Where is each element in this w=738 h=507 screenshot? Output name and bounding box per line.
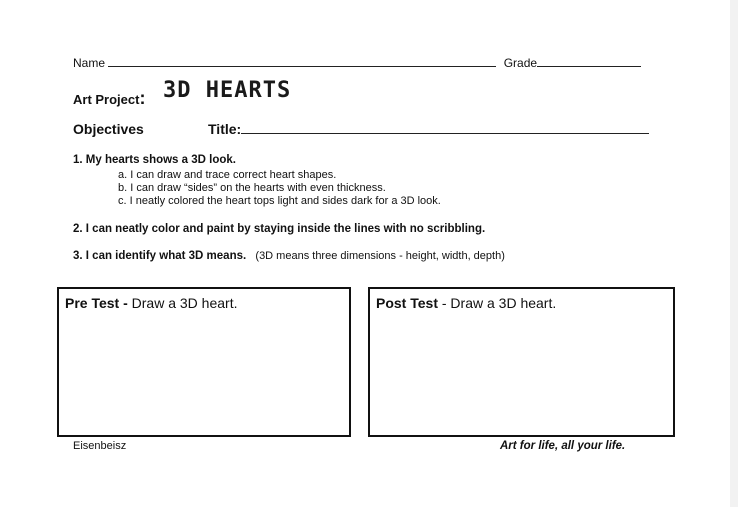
objective-1c: c. I neatly colored the heart tops light and sides dark for a 3D look. bbox=[118, 195, 441, 207]
footer-author: Eisenbeisz bbox=[73, 440, 127, 452]
art-project-label-row bbox=[73, 88, 145, 109]
title-label: Title: bbox=[208, 121, 242, 137]
name-grade-row bbox=[73, 56, 641, 70]
pre-test-label: Pre Test - bbox=[65, 295, 128, 311]
post-test-label: Post Test bbox=[376, 295, 438, 311]
art-project-label: Art Project bbox=[73, 92, 140, 107]
objective-1a: a. I can draw and trace correct heart shapes. bbox=[118, 169, 337, 181]
title-row bbox=[208, 121, 649, 137]
post-test-box[interactable] bbox=[368, 287, 675, 437]
name-blank-line bbox=[108, 66, 496, 67]
art-project-colon: : bbox=[139, 88, 146, 108]
grade-blank-line bbox=[537, 66, 641, 67]
objectives-heading: Objectives bbox=[73, 121, 144, 137]
footer-motto: Art for life, all your life. bbox=[500, 440, 626, 452]
pre-test-box[interactable] bbox=[57, 287, 351, 437]
objective-3-note: (3D means three dimensions - height, width, depth) bbox=[255, 250, 505, 262]
grade-label: Grade bbox=[503, 56, 538, 70]
objective-3 bbox=[73, 250, 505, 262]
art-project-title: 3D HEARTS bbox=[163, 78, 292, 103]
pre-test-prompt: Draw a 3D heart. bbox=[131, 295, 238, 311]
objective-1b: b. I can draw “sides” on the hearts with even thickness. bbox=[118, 182, 386, 194]
title-blank-line bbox=[241, 133, 649, 134]
objective-2: 2. I can neatly color and paint by staying inside the lines with no scribbling. bbox=[73, 223, 486, 235]
objective-1: 1. My hearts shows a 3D look. bbox=[73, 154, 236, 166]
objective-3-text: 3. I can identify what 3D means. bbox=[73, 250, 247, 262]
post-test-prompt: - Draw a 3D heart. bbox=[441, 295, 557, 311]
name-label: Name bbox=[73, 56, 106, 70]
